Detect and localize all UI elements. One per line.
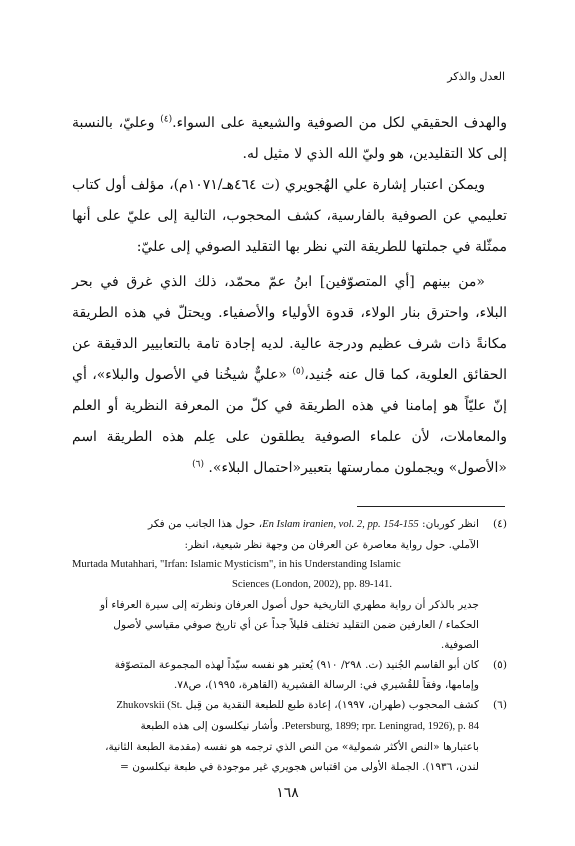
- footnote-line: كان أبو القاسم الجُنيد (ت. ٢٩٨/ ٩١٠) يُعتبر هو نفسه سيّداً لهذه المجموعة المتصوّفة: [114, 659, 479, 671]
- footnote-4: [72, 514, 507, 655]
- footnote-ref-4[interactable]: (٤): [160, 114, 173, 125]
- footnote-separator: [357, 506, 505, 507]
- paragraph-2: ويمكن اعتبار إشارة علي الهُجويري (ت ٤٦٤هـ/١٠٧١م)، مؤلف أول كتاب تعليمي عن الصوفية بالفارسية، كشف المحجوب، التالية إلى عليّ على أنها ممثّلة في جملتها للطريقة التي نظر بها التقليد الصوفي إلى عليّ:: [72, 177, 507, 255]
- footnote-line: [72, 695, 479, 716]
- quote-part-2: «عليٌّ شيخُنا في الأصول والبلاء»، أي إنّ عليّاً هو إمامنا في هذه الطريقة في كلّ من المعرفة النظرية أو العلم والمعاملات، لأن علماء الصوفية يطلقون على عِلم هذه الطريقة اسم «الأصول» ويجملون ممارستها بتعبير«احتمال البلاء».: [72, 367, 507, 476]
- citation-text: Zhukovskii (St.: [116, 700, 183, 711]
- footnote-text: ، حول هذا الجانب من فكر: [147, 518, 263, 530]
- citation-title: En Islam iranien, vol. 2, pp. 154-155: [262, 519, 419, 530]
- footnote-6: [72, 695, 507, 777]
- paragraph-1: [72, 108, 507, 170]
- footnote-5: [72, 655, 507, 695]
- paragraph-1-text: والهدف الحقيقي لكل من الصوفية والشيعية على السواء.: [172, 115, 507, 131]
- quote-part-1: «من بينهم [أي المتصوّفين] ابنُ عمّ محمّد، ذلك الذي غرق في بحر البلاء، واحترق بنار الولاء، قدوة الأولياء والأصفياء. ويحتلّ في هذه الطريقة مكانةً ذات شرف عظيم ودرجة عالية. لديه إجادة تامة بالتعابيير الدقيقة عن الحقائق العلوية، كما قال عنه جُنيد،: [72, 274, 507, 383]
- footnote-line: الآملي. حول رواية معاصرة عن العرفان من وجهة نظر شيعية، انظر:: [184, 539, 479, 551]
- footnote-line: [72, 514, 479, 535]
- footnote-line: وإمامها، وفقاً للقُشيري في: الرسالة القشيرية (القاهرة، ١٩٩٥)، ص٧٨.: [173, 679, 479, 691]
- footnote-text: . وأشار نيكلسون إلى هذه الطبعة: [140, 720, 285, 732]
- footnote-line: باعتبارها «النص الأكثر شمولية» من النص الذي ترجمه هو نفسه (مقدمة الطبعة الثانية،: [105, 741, 479, 753]
- footnotes: [72, 514, 507, 777]
- main-text: [72, 108, 507, 484]
- footnote-text: انظر كوربان:: [418, 518, 479, 530]
- footnote-ref-6[interactable]: (٦): [192, 459, 204, 470]
- citation-line: Murtada Mutahhari, "Irfan: Islamic Mysticism", in his Understanding Islamic: [72, 559, 401, 570]
- block-quote: [72, 267, 507, 484]
- citation-text: Petersburg, 1899; rpr. Leningrad, 1926), p. 84: [284, 721, 479, 732]
- footnote-line: الصوفية.: [440, 639, 479, 651]
- footnote-number: (٤): [493, 518, 507, 530]
- footnote-number: (٦): [493, 699, 507, 711]
- footnote-ref-5[interactable]: (٥): [292, 366, 305, 377]
- paragraph-1-continuation: وعليّ، بالنسبة إلى كلا التقليدين، هو وليّ الله الذي لا مثيل له.: [72, 115, 507, 162]
- footnote-line: الحكماء / العارفين ضمن التقليد تختلف قليلاً جداً عن أي تاريخ صوفي مقياسي لأصول: [113, 619, 479, 631]
- footnote-line: لندن، ١٩٣٦). الجملة الأولى من اقتباس هجويري غير موجودة في طبعة نيكلسون =: [119, 761, 479, 773]
- citation-line: Sciences (London, 2002), pp. 89-141.: [232, 579, 393, 590]
- footnote-line: [72, 716, 479, 737]
- running-head: العدل والذكر: [447, 70, 505, 83]
- footnote-number: (٥): [493, 659, 507, 671]
- footnote-text: كشف المحجوب (طهران، ١٩٩٧)، إعادة طبع للطبعة النقدية من قِبل: [182, 699, 479, 711]
- page-number: ١٦٨: [276, 785, 299, 801]
- footnote-line: جدير بالذكر أن رواية مطهري التاريخية حول أصول العرفان ونظرته إلى سيرة العرفاء أو: [99, 599, 479, 611]
